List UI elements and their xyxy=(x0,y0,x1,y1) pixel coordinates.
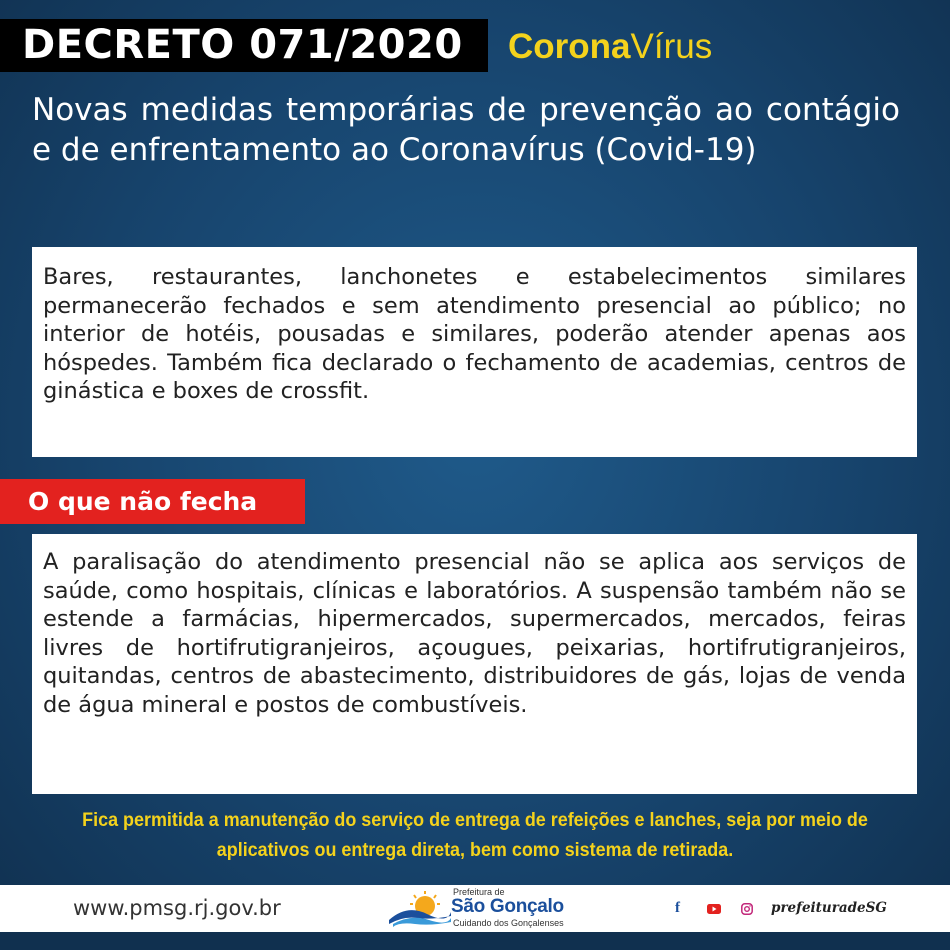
decree-title: DECRETO 071/2020 xyxy=(0,19,488,72)
brand-bold: Corona xyxy=(508,27,631,66)
website-link[interactable]: www.pmsg.rj.gov.br xyxy=(73,896,281,920)
footer-bottom-bar xyxy=(0,932,950,950)
brand-title xyxy=(508,24,712,70)
facebook-icon[interactable]: f xyxy=(675,900,680,916)
delivery-footnote: Fica permitida a manutenção do serviço de entrega de refeições e lanches, seja por meio de aplicativos ou entrega direta, bem como sistema de retirada. xyxy=(82,809,868,861)
headline: Novas medidas temporárias de prevenção ao contágio e de enfrentamento ao Coronavírus (Covid-19) xyxy=(32,92,900,168)
closure-box: Bares, restaurantes, lanchonetes e estabelecimentos similares permanecerão fechados e sem atendimento presencial ao público; no interior de hotéis, pousadas e similares, poderão atender apenas aos hóspedes. Também fica declarado o fechamento de academias, centros de ginástica e boxes de crossfit. xyxy=(32,247,917,457)
city-logo xyxy=(387,887,577,931)
logo-name: São Gonçalo xyxy=(451,896,564,917)
social-handle[interactable]: prefeituradeSG xyxy=(771,900,887,916)
sun-wave-icon xyxy=(387,890,453,928)
logo-tagline: Cuidando dos Gonçalenses xyxy=(453,918,564,928)
open-services-box: A paralisação do atendimento presencial não se aplica aos serviços de saúde, como hospitais, clínicas e laboratórios. A suspensão também não se estende a farmácias, hipermercados, supermercados, mercados, feiras livres de hortifrutigranjeiros, açougues, peixarias, hortifrutigranjeiros, quitandas, centros de abastecimento, distribuidores de gás, lojas de venda de água mineral e postos de combustíveis. xyxy=(32,534,917,794)
instagram-icon[interactable] xyxy=(741,885,753,932)
logo-prefix: Prefeitura de xyxy=(453,887,505,897)
footer xyxy=(0,885,950,932)
section-tag-open: O que não fecha xyxy=(0,479,305,524)
brand-regular: Vírus xyxy=(630,27,713,66)
youtube-icon[interactable] xyxy=(707,885,721,932)
